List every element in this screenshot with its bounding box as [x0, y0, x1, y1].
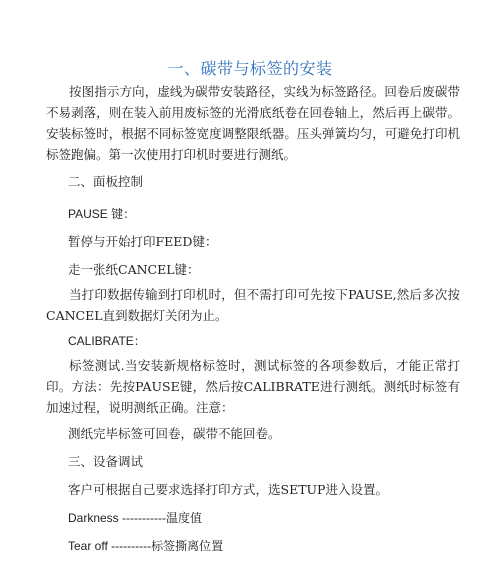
setup-instruction: 客户可根据自己要求选择打印方式，选SETUP进入设置。 — [68, 482, 388, 497]
calibrate-key-label: CALIBRATE： — [68, 334, 146, 348]
pause-key-label: PAUSE 键： — [68, 207, 136, 221]
cancel-key-label: 走一张纸CANCEL键： — [68, 262, 200, 277]
section-heading-panel-control: 二、面板控制 — [68, 174, 144, 189]
calibrate-note: 测纸完毕标签可回卷，碳带不能回卷。 — [68, 426, 281, 441]
darkness-setting: Darkness -----------温度值 — [68, 511, 202, 525]
page-title: 一、碳带与标签的安装 — [167, 59, 333, 78]
intro-paragraph: 按图指示方向，虚线为碳带安装路径，实线为标签路径。回卷后废碳带不易剥落，则在装入前用废标签的光滑底纸卷在回卷轴上，然后再上碳带。安装标签时，根据不同标签宽度调整限纸器。压头弹簧均匀，可避免打印机标签跑偏。第一次使用打印机时要进行测纸。 — [46, 84, 460, 162]
tear-off-setting: Tear off ----------标签撕离位置 — [68, 539, 224, 553]
section-heading-device-setup: 三、设备调试 — [68, 454, 144, 469]
cancel-key-description: 当打印数据传输到打印机时，但不需打印可先按下PAUSE,然后多次按CANCEL直到数据灯关闭为止。 — [46, 287, 460, 323]
pause-key-description: 暂停与开始打印FEED键： — [68, 234, 218, 249]
calibrate-description: 标签测试.当安装新规格标签时，测试标签的各项参数后，才能正常打印。方法：先按PAUSE键，然后按CALIBRATE进行测纸。测纸时标签有加速过程，说明测纸正确。注意： — [46, 358, 460, 415]
